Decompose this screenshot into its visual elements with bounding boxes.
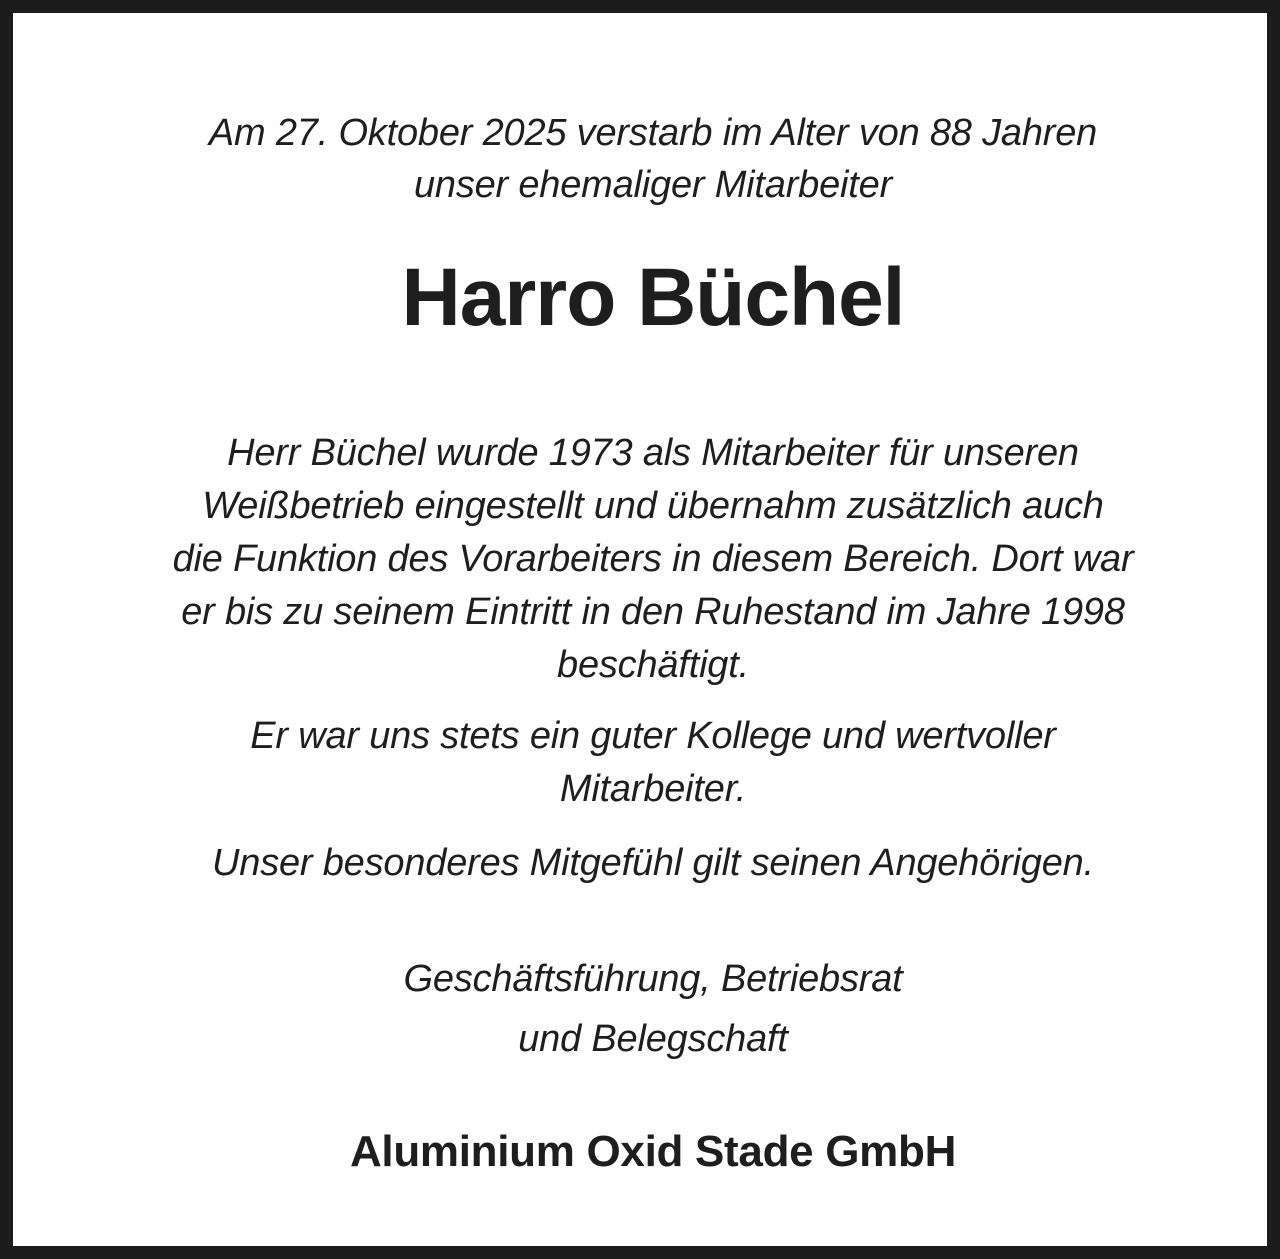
signatories-line-2: und Belegschaft [518, 1018, 788, 1060]
company-name: Aluminium Oxid Stade GmbH [349, 1127, 957, 1176]
intro-line-1: Am 27. Oktober 2025 verstarb im Alter von 88 Jahren [208, 112, 1098, 154]
signatories-line-1: Geschäftsführung, Betriebsrat [403, 958, 903, 1000]
tribute-line-1: Er war uns stets ein guter Kollege und wertvoller [250, 715, 1056, 757]
tribute-line-2: Mitarbeiter. [559, 768, 747, 810]
condolence-line: Unser besonderes Mitgefühl gilt seinen Angehörigen. [212, 842, 1094, 884]
biography-line-1: Herr Büchel wurde 1973 als Mitarbeiter für unseren [227, 432, 1079, 474]
biography-line-2: Weißbetrieb eingestellt und übernahm zusätzlich auch [202, 485, 1104, 527]
deceased-name: Harro Büchel [401, 252, 905, 343]
biography-line-3: die Funktion des Vorarbeiters in diesem Bereich. Dort war [172, 538, 1134, 580]
biography-line-5: beschäftigt. [557, 644, 749, 686]
biography-line-4: er bis zu seinem Eintritt in den Ruhestand im Jahre 1998 [181, 591, 1125, 633]
intro-line-2: unser ehemaliger Mitarbeiter [413, 164, 893, 206]
obituary-content [26, 26, 1280, 1259]
